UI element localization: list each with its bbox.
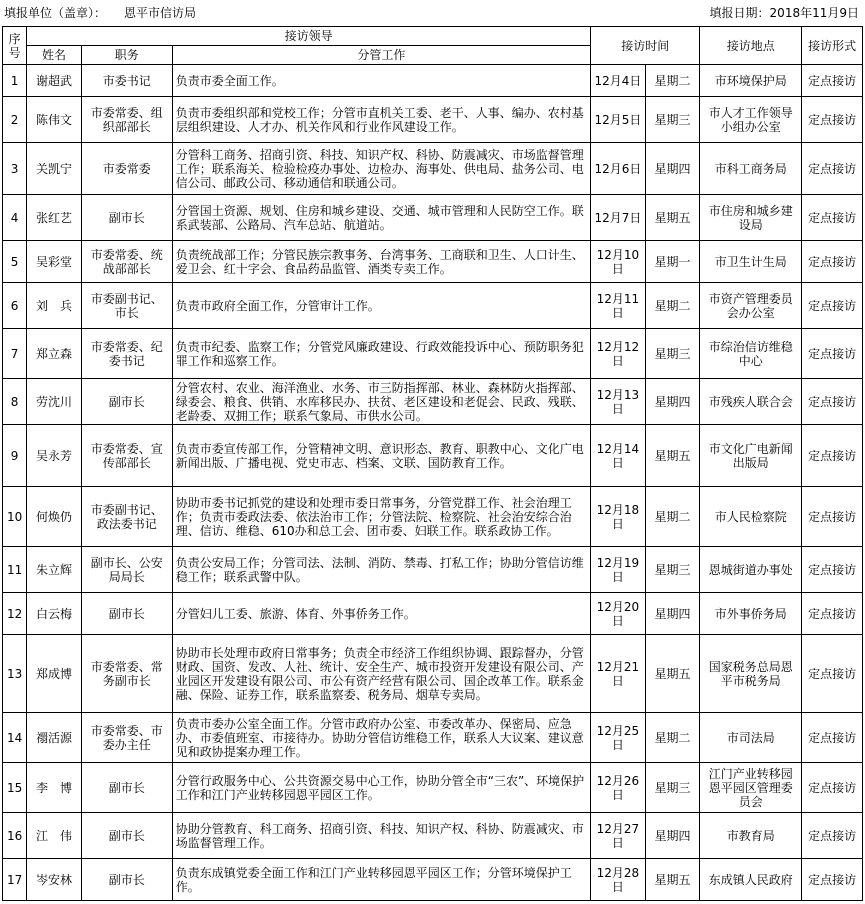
leader-position: 市委副书记、政法委书记: [81, 487, 172, 547]
col-seq: 序号: [3, 27, 27, 65]
leader-position: 市委常委、市委办主任: [81, 713, 172, 763]
duty-description: 负责东成镇党委全面工作和江门产业转移园恩平园区工作；分管环境保护工作。: [172, 859, 590, 901]
reception-place: 国家税务总局恩平市税务局: [700, 635, 802, 713]
reception-place: 市卫生计生局: [700, 241, 802, 283]
col-duty: 分管工作: [172, 46, 590, 65]
reception-form: 定点接访: [802, 713, 863, 763]
duty-description: 负责市委全面工作。: [172, 65, 590, 97]
col-place: 接访地点: [700, 27, 802, 65]
reception-date: 12月12日: [591, 329, 646, 379]
row-number: 2: [3, 97, 27, 143]
table-body: [3, 65, 863, 901]
table-row: [3, 97, 863, 143]
reception-place: 市残疾人联合会: [700, 379, 802, 425]
leader-name: 吴永芳: [27, 425, 82, 487]
leader-name: 江 伟: [27, 813, 82, 859]
unit-label: 填报单位（盖章）：: [4, 6, 107, 20]
reception-weekday: 星期二: [645, 65, 700, 97]
reception-schedule-table: [2, 26, 863, 901]
unit-name: 恩平市信访局: [124, 6, 197, 20]
reception-date: 12月7日: [591, 195, 646, 241]
reception-weekday: 星期三: [645, 97, 700, 143]
reception-form: 定点接访: [802, 763, 863, 813]
reception-date: 12月25日: [591, 713, 646, 763]
row-number: 8: [3, 379, 27, 425]
reception-weekday: 星期五: [645, 635, 700, 713]
table-row: [3, 283, 863, 329]
reception-weekday: 星期四: [645, 379, 700, 425]
reception-form: 定点接访: [802, 143, 863, 195]
reception-form: 定点接访: [802, 65, 863, 97]
reception-place: 市人才工作领导小组办公室: [700, 97, 802, 143]
reception-place: 江门产业转移园恩平园区管理委员会: [700, 763, 802, 813]
table-row: [3, 813, 863, 859]
reception-place: 市文化广电新闻出版局: [700, 425, 802, 487]
table-row: [3, 65, 863, 97]
table-row: [3, 635, 863, 713]
reception-weekday: 星期四: [645, 143, 700, 195]
reception-form: 定点接访: [802, 593, 863, 635]
row-number: 9: [3, 425, 27, 487]
leader-position: 市委常委、纪委书记: [81, 329, 172, 379]
reception-place: 恩城街道办事处: [700, 547, 802, 593]
table-row: [3, 195, 863, 241]
leader-name: 岑安林: [27, 859, 82, 901]
reception-date: 12月27日: [591, 813, 646, 859]
table-row: [3, 713, 863, 763]
reception-weekday: 星期四: [645, 593, 700, 635]
date-label: 填报日期：: [709, 6, 770, 20]
leader-position: 市委常委、常务副市长: [81, 635, 172, 713]
leader-position: 市委副书记、市长: [81, 283, 172, 329]
reception-form: 定点接访: [802, 379, 863, 425]
reception-place: 东成镇人民政府: [700, 859, 802, 901]
leader-position: 市委常委、宣传部部长: [81, 425, 172, 487]
leader-position: 副市长: [81, 859, 172, 901]
duty-description: 负责市委宣传部工作，分管精神文明、意识形态、教育、职教中心、文化广电新闻出版、广播电视、党史市志、档案、文联、国防教育工作。: [172, 425, 590, 487]
reception-weekday: 星期五: [645, 859, 700, 901]
reception-place: 市住房和城乡建设局: [700, 195, 802, 241]
reception-weekday: 星期三: [645, 763, 700, 813]
table-row: [3, 143, 863, 195]
duty-description: 负责公安局工作；分管司法、法制、消防、禁毒、打私工作；协助分管信访维稳工作；联系武警中队。: [172, 547, 590, 593]
row-number: 4: [3, 195, 27, 241]
reception-place: 市资产管理委员会办公室: [700, 283, 802, 329]
duty-description: 分管国土资源、规划、住房和城乡建设、交通、城市管理和人民防空工作。联系武装部、公路局、汽车总站、航道站。: [172, 195, 590, 241]
leader-position: 副市长: [81, 813, 172, 859]
leader-position: 副市长: [81, 379, 172, 425]
duty-description: 负责市委组织部和党校工作；分管市直机关工委、老干、人事、编办、农村基层组织建设、人才办、机关作风和行业作风建设工作。: [172, 97, 590, 143]
reception-place: 市科工商务局: [700, 143, 802, 195]
table-row: [3, 487, 863, 547]
duty-description: 协助市长处理市政府日常事务；负责全市经济工作组织协调、跟踪督办，分管财政、国资、发改、人社、统计、安全生产、城市投资开发建设有限公司、产业园区开发建设有限公司、市公有资产经营有限公司、国企改革工作。联系金融、保险、证券工作，联系监察委、税务局、烟草专卖局。: [172, 635, 590, 713]
leader-name: 郑立森: [27, 329, 82, 379]
col-time: 接访时间: [591, 27, 700, 65]
reception-place: 市人民检察院: [700, 487, 802, 547]
reception-place: 市外事侨务局: [700, 593, 802, 635]
row-number: 13: [3, 635, 27, 713]
reception-date: 12月10日: [591, 241, 646, 283]
reception-form: 定点接访: [802, 195, 863, 241]
report-unit: [4, 4, 196, 21]
reception-weekday: 星期五: [645, 195, 700, 241]
col-form: 接访形式: [802, 27, 863, 65]
reception-date: 12月26日: [591, 763, 646, 813]
reception-date: 12月13日: [591, 379, 646, 425]
leader-position: 副市长: [81, 593, 172, 635]
table-row: [3, 547, 863, 593]
reception-date: 12月18日: [591, 487, 646, 547]
reception-date: 12月28日: [591, 859, 646, 901]
date-value: 2018年11月9日: [769, 6, 859, 20]
leader-position: 市委常委: [81, 143, 172, 195]
duty-description: 分管妇儿工委、旅游、体育、外事侨务工作。: [172, 593, 590, 635]
row-number: 10: [3, 487, 27, 547]
reception-weekday: 星期二: [645, 487, 700, 547]
row-number: 1: [3, 65, 27, 97]
reception-place: 市司法局: [700, 713, 802, 763]
reception-form: 定点接访: [802, 547, 863, 593]
row-number: 6: [3, 283, 27, 329]
reception-place: 市综治信访维稳中心: [700, 329, 802, 379]
leader-position: 副市长: [81, 763, 172, 813]
reception-date: 12月20日: [591, 593, 646, 635]
leader-name: 刘 兵: [27, 283, 82, 329]
duty-description: 负责市政府全面工作，分管审计工作。: [172, 283, 590, 329]
reception-place: 市环境保护局: [700, 65, 802, 97]
duty-description: 协助市委书记抓党的建设和处理市委日常事务，分管党群工作、社会治理工作；负责市委政法委、依法治市工作；分管法院、检察院、社会治安综合治理、信访、维稳、610办和总工会、团市委、妇联工作。联系政协工作。: [172, 487, 590, 547]
row-number: 3: [3, 143, 27, 195]
reception-weekday: 星期三: [645, 547, 700, 593]
duty-description: 分管农村、农业、海洋渔业、水务、市三防指挥部、林业、森林防火指挥部、绿委会、粮食、供销、水库移民办、扶贫、老区建设和老促会、民政、残联、老龄委、双拥工作；联系气象局、市供水公司。: [172, 379, 590, 425]
table-row: [3, 329, 863, 379]
leader-name: 郑成博: [27, 635, 82, 713]
row-number: 17: [3, 859, 27, 901]
col-leader: 接访领导: [27, 27, 591, 46]
table-head: [3, 27, 863, 65]
leader-name: 白云梅: [27, 593, 82, 635]
reception-weekday: 星期四: [645, 813, 700, 859]
leader-position: 市委常委、统战部部长: [81, 241, 172, 283]
leader-name: 禤活源: [27, 713, 82, 763]
reception-form: 定点接访: [802, 859, 863, 901]
leader-position: 副市长、公安局局长: [81, 547, 172, 593]
col-position: 职务: [81, 46, 172, 65]
reception-date: 12月4日: [591, 65, 646, 97]
table-row: [3, 593, 863, 635]
reception-form: 定点接访: [802, 635, 863, 713]
leader-name: 关凯宁: [27, 143, 82, 195]
row-number: 15: [3, 763, 27, 813]
duty-description: 负责市纪委、监察工作；分管党风廉政建设、行政效能投诉中心、预防职务犯罪工作和巡察工作。: [172, 329, 590, 379]
table-row: [3, 859, 863, 901]
leader-name: 陈伟文: [27, 97, 82, 143]
reception-form: 定点接访: [802, 329, 863, 379]
reception-weekday: 星期五: [645, 425, 700, 487]
reception-weekday: 星期三: [645, 329, 700, 379]
table-row: [3, 241, 863, 283]
duty-description: 分管科工商务、招商引资、科技、知识产权、科协、防震减灾、市场监督管理工作；联系海关、检验检疫办事处、边检办、海事处、供电局、盐务公司、电信公司、邮政公司、移动通信和联通公司。: [172, 143, 590, 195]
row-number: 14: [3, 713, 27, 763]
row-number: 16: [3, 813, 27, 859]
reception-form: 定点接访: [802, 283, 863, 329]
leader-name: 朱立辉: [27, 547, 82, 593]
duty-description: 负责统战部工作；分管民族宗教事务、台湾事务、工商联和卫生、人口计生、爱卫会、红十字会、食品药品监管、酒类专卖工作。: [172, 241, 590, 283]
leader-name: 吴彩堂: [27, 241, 82, 283]
reception-date: 12月21日: [591, 635, 646, 713]
reception-date: 12月11日: [591, 283, 646, 329]
leader-position: 副市长: [81, 195, 172, 241]
duty-description: 分管行政服务中心、公共资源交易中心工作，协助分管全市“三农”、环境保护工作和江门产业转移园恩平园区工作。: [172, 763, 590, 813]
leader-name: 张红艺: [27, 195, 82, 241]
table-row: [3, 379, 863, 425]
duty-description: 负责市委办公室全面工作。分管市政府办公室、市委改革办、保密局、应急办、市委值班室、市接待办。协助分管信访维稳工作，联系人大议案、建议意见和政协提案办理工作。: [172, 713, 590, 763]
leader-name: 何焕仍: [27, 487, 82, 547]
leader-name: 李 博: [27, 763, 82, 813]
table-row: [3, 763, 863, 813]
reception-date: 12月19日: [591, 547, 646, 593]
row-number: 11: [3, 547, 27, 593]
reception-date: 12月5日: [591, 97, 646, 143]
reception-weekday: 星期一: [645, 241, 700, 283]
table-row: [3, 425, 863, 487]
report-header: [0, 0, 865, 26]
leader-name: 劳沈川: [27, 379, 82, 425]
report-date: [710, 4, 859, 21]
reception-date: 12月6日: [591, 143, 646, 195]
reception-form: 定点接访: [802, 487, 863, 547]
leader-position: 市委书记: [81, 65, 172, 97]
leader-position: 市委常委、组织部部长: [81, 97, 172, 143]
reception-weekday: 星期二: [645, 283, 700, 329]
reception-form: 定点接访: [802, 813, 863, 859]
reception-place: 市教育局: [700, 813, 802, 859]
row-number: 12: [3, 593, 27, 635]
reception-form: 定点接访: [802, 241, 863, 283]
leader-name: 谢超武: [27, 65, 82, 97]
reception-date: 12月14日: [591, 425, 646, 487]
reception-form: 定点接访: [802, 425, 863, 487]
reception-form: 定点接访: [802, 97, 863, 143]
reception-weekday: 星期二: [645, 713, 700, 763]
col-name: 姓名: [27, 46, 82, 65]
row-number: 7: [3, 329, 27, 379]
duty-description: 协助分管教育、科工商务、招商引资、科技、知识产权、科协、防震减灾、市场监督管理工作。: [172, 813, 590, 859]
row-number: 5: [3, 241, 27, 283]
